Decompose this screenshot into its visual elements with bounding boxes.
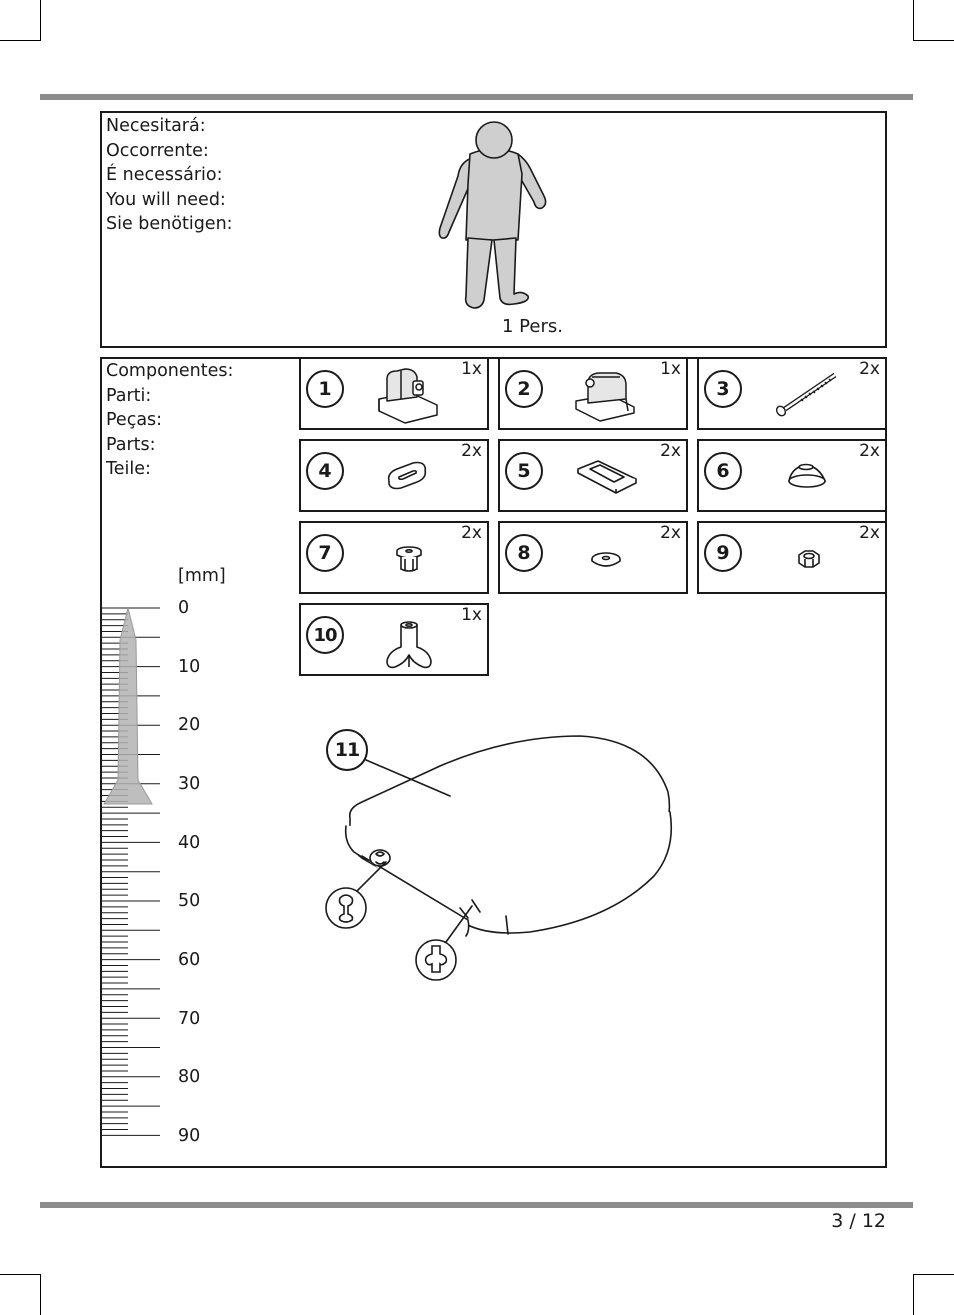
- part-quantity: 2x: [859, 441, 880, 461]
- part-number: 3: [704, 370, 742, 408]
- wing-key-icon: [371, 611, 451, 675]
- persons-count: 1 Pers.: [502, 316, 563, 337]
- crop-mark-bottom-left-v: [40, 1274, 41, 1315]
- part-8-box: [498, 521, 688, 594]
- cone-washer-icon: [769, 447, 849, 507]
- scale-label-70: 70: [178, 1009, 201, 1029]
- screw-length-ruler: [100, 600, 162, 1145]
- scale-unit-label: [mm]: [178, 566, 226, 586]
- part-5-box: [498, 439, 688, 512]
- part-number: 1: [306, 370, 344, 408]
- parts-label-en: Parts:: [106, 434, 156, 455]
- crop-mark-bottom-left-h: [0, 1274, 41, 1275]
- footer-rule: [40, 1202, 913, 1208]
- need-label-pt: É necessário:: [106, 165, 223, 186]
- part-quantity: 2x: [660, 441, 681, 461]
- crop-mark-top-left-h: [0, 40, 41, 41]
- scale-label-50: 50: [178, 891, 201, 911]
- scale-label-10: 10: [178, 657, 201, 677]
- need-label-it: Occorrente:: [106, 140, 209, 161]
- part-quantity: 2x: [461, 441, 482, 461]
- part-3-box: [697, 357, 887, 430]
- part-quantity: 2x: [660, 523, 681, 543]
- expansion-nut-icon: [371, 529, 451, 589]
- part-9-box: [697, 521, 887, 594]
- flat-washer-icon: [570, 529, 650, 589]
- scale-label-30: 30: [178, 774, 201, 794]
- part-number: 8: [505, 534, 543, 572]
- slotted-washer-icon: [371, 447, 451, 507]
- parts-label-es: Componentes:: [106, 361, 234, 381]
- components-labels: [106, 359, 233, 482]
- scale-label-90: 90: [178, 1126, 201, 1146]
- tools-needed-labels: [106, 114, 233, 237]
- part-11-number: 11: [326, 729, 368, 771]
- scale-label-60: 60: [178, 950, 201, 970]
- part-number: 4: [306, 452, 344, 490]
- crop-mark-top-right-h: [913, 40, 954, 41]
- part-number: 6: [704, 452, 742, 490]
- rubber-pad-icon: [570, 447, 650, 507]
- toilet-seat-illustration: [320, 700, 680, 990]
- scale-label-80: 80: [178, 1067, 201, 1087]
- part-quantity: 1x: [660, 359, 681, 379]
- hex-nut-icon: [769, 529, 849, 589]
- hinge-bracket-icon: [570, 365, 650, 425]
- crop-mark-bottom-right-h: [913, 1274, 954, 1275]
- scale-label-40: 40: [178, 833, 201, 853]
- part-2-box: [498, 357, 688, 430]
- crop-mark-top-left-v: [40, 0, 41, 41]
- parts-label-pt: Peças:: [106, 410, 163, 431]
- part-number: 9: [704, 534, 742, 572]
- need-label-en: You will need:: [106, 189, 226, 210]
- page-number: 3 / 12: [831, 1210, 886, 1232]
- part-number: 10: [306, 616, 344, 654]
- scale-label-20: 20: [178, 715, 201, 735]
- need-label-de: Sie benötigen:: [106, 214, 233, 235]
- part-6-box: [697, 439, 887, 512]
- bolt-icon: [769, 365, 849, 425]
- part-4-box: [299, 439, 489, 512]
- hinge-block-icon: [371, 365, 451, 425]
- parts-label-de: Teile:: [106, 459, 151, 480]
- part-quantity: 2x: [859, 523, 880, 543]
- part-number: 7: [306, 534, 344, 572]
- part-quantity: 1x: [461, 359, 482, 379]
- need-label-es: Necesitará:: [106, 116, 206, 136]
- scale-label-0: 0: [178, 598, 190, 618]
- part-1-box: [299, 357, 489, 430]
- part-quantity: 2x: [859, 359, 880, 379]
- parts-label-it: Parti:: [106, 385, 152, 406]
- part-quantity: 1x: [461, 605, 482, 625]
- person-icon: [430, 118, 560, 318]
- part-number: 2: [505, 370, 543, 408]
- part-10-box: [299, 603, 489, 676]
- part-7-box: [299, 521, 489, 594]
- header-rule: [40, 94, 913, 100]
- crop-mark-bottom-right-v: [913, 1274, 914, 1315]
- part-quantity: 2x: [461, 523, 482, 543]
- part-number: 5: [505, 452, 543, 490]
- crop-mark-top-right-v: [913, 0, 914, 41]
